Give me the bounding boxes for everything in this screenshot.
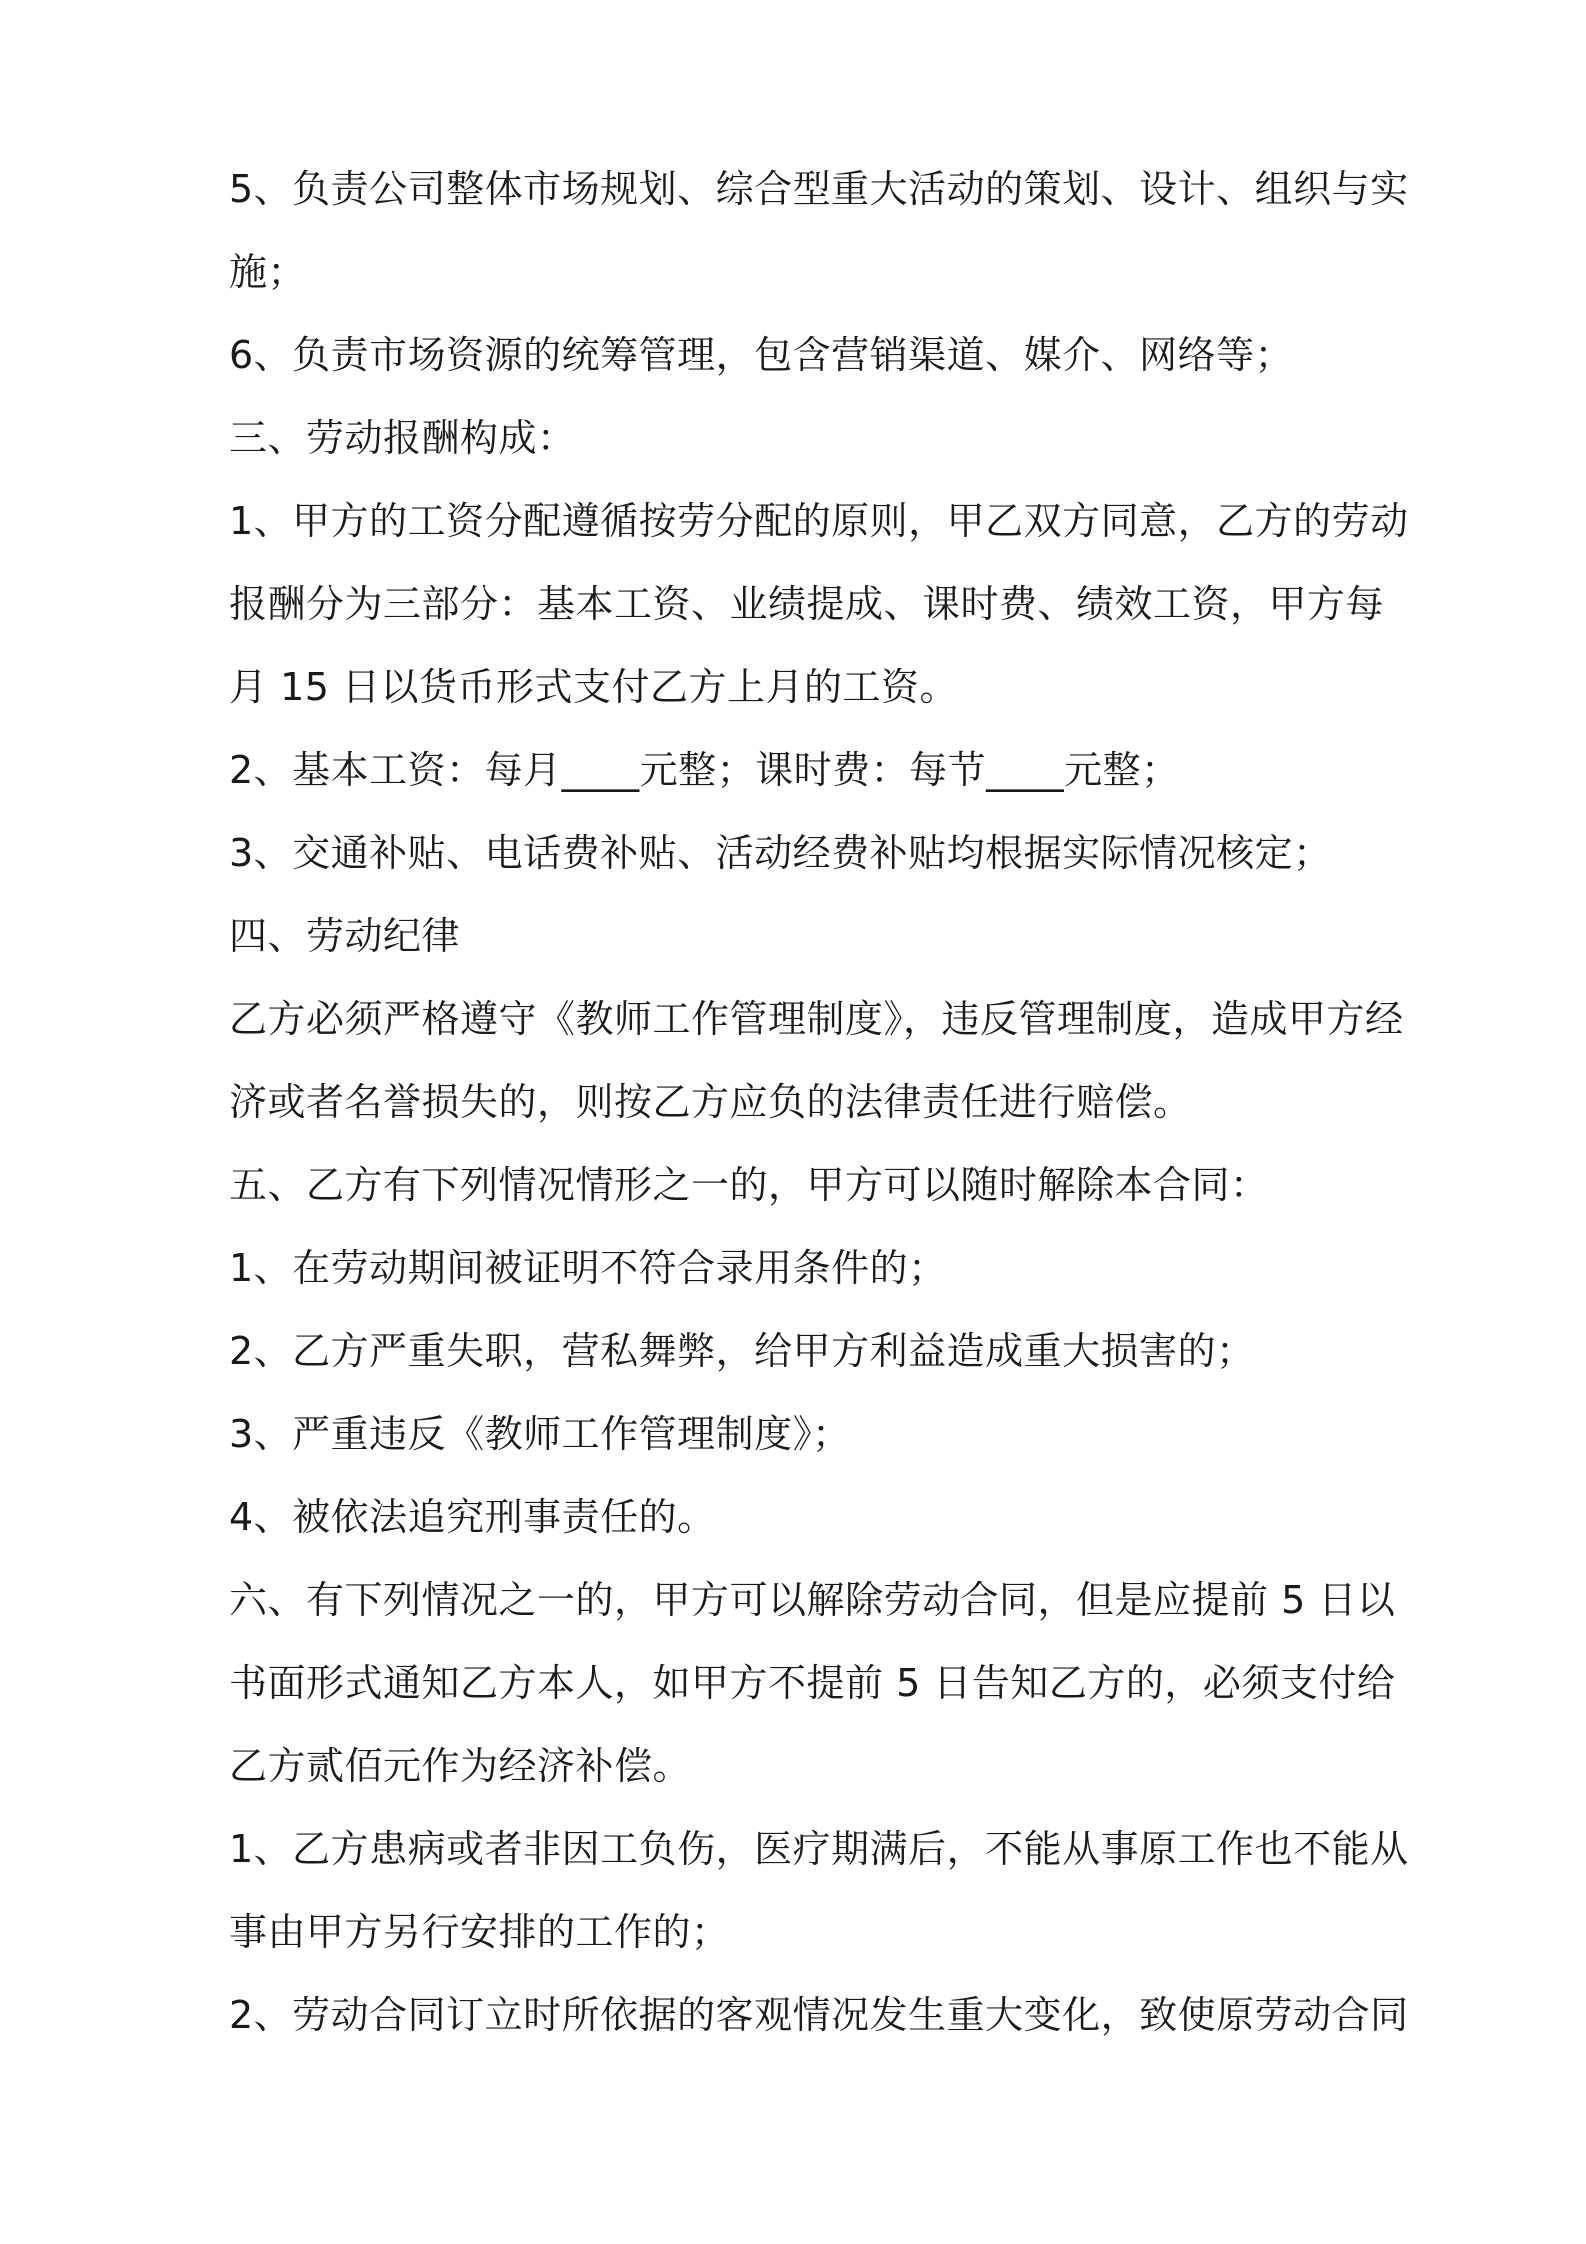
text-line: 3、严重违反《教师工作管理制度》； bbox=[229, 1412, 851, 1456]
text-line: 2、乙方严重失职，营私舞弊，给甲方利益造成重大损害的； bbox=[229, 1329, 1255, 1373]
text-line: 书面形式通知乙方本人，如甲方不提前 5 日告知乙方的，必须支付给 bbox=[229, 1661, 1396, 1705]
section-heading: 五、乙方有下列情况情形之一的，甲方可以随时解除本合同： bbox=[229, 1163, 1269, 1207]
section-heading: 六、有下列情况之一的，甲方可以解除劳动合同，但是应提前 5 日以 bbox=[229, 1578, 1396, 1622]
section-heading: 四、劳动纪律 bbox=[229, 914, 461, 958]
text-line: 4、被依法追究刑事责任的。 bbox=[229, 1495, 716, 1539]
text-line: 3、交通补贴、电话费补贴、活动经费补贴均根据实际情况核定； bbox=[229, 831, 1332, 875]
section-heading: 三、劳动报酬构成： bbox=[229, 416, 576, 460]
text-line: 报酬分为三部分：基本工资、业绩提成、课时费、绩效工资，甲方每 bbox=[229, 582, 1385, 626]
text-line: 乙方贰佰元作为经济补偿。 bbox=[229, 1744, 692, 1788]
text-line: 1、甲方的工资分配遵循按劳分配的原则，甲乙双方同意，乙方的劳动 bbox=[229, 499, 1409, 543]
text-line: 1、在劳动期间被证明不符合录用条件的； bbox=[229, 1246, 947, 1290]
text-line: 济或者名誉损失的，则按乙方应负的法律责任进行赔偿。 bbox=[229, 1080, 1192, 1124]
text-line: 月 15 日以货币形式支付乙方上月的工资。 bbox=[229, 665, 959, 709]
text-line: 2、基本工资：每月____元整；课时费：每节____元整； bbox=[229, 748, 1180, 792]
text-line: 2、劳动合同订立时所依据的客观情况发生重大变化，致使原劳动合同 bbox=[229, 1993, 1409, 2037]
text-line: 事由甲方另行安排的工作的； bbox=[229, 1910, 730, 1954]
text-line: 乙方必须严格遵守《教师工作管理制度》，违反管理制度，造成甲方经 bbox=[229, 997, 1404, 1041]
text-line: 施； bbox=[229, 250, 307, 294]
document-body bbox=[229, 148, 1409, 2057]
text-line: 1、乙方患病或者非因工负伤，医疗期满后，不能从事原工作也不能从 bbox=[229, 1827, 1409, 1871]
text-line: 6、负责市场资源的统筹管理，包含营销渠道、媒介、网络等； bbox=[229, 333, 1294, 377]
text-line: 5、负责公司整体市场规划、综合型重大活动的策划、设计、组织与实 bbox=[229, 167, 1409, 211]
